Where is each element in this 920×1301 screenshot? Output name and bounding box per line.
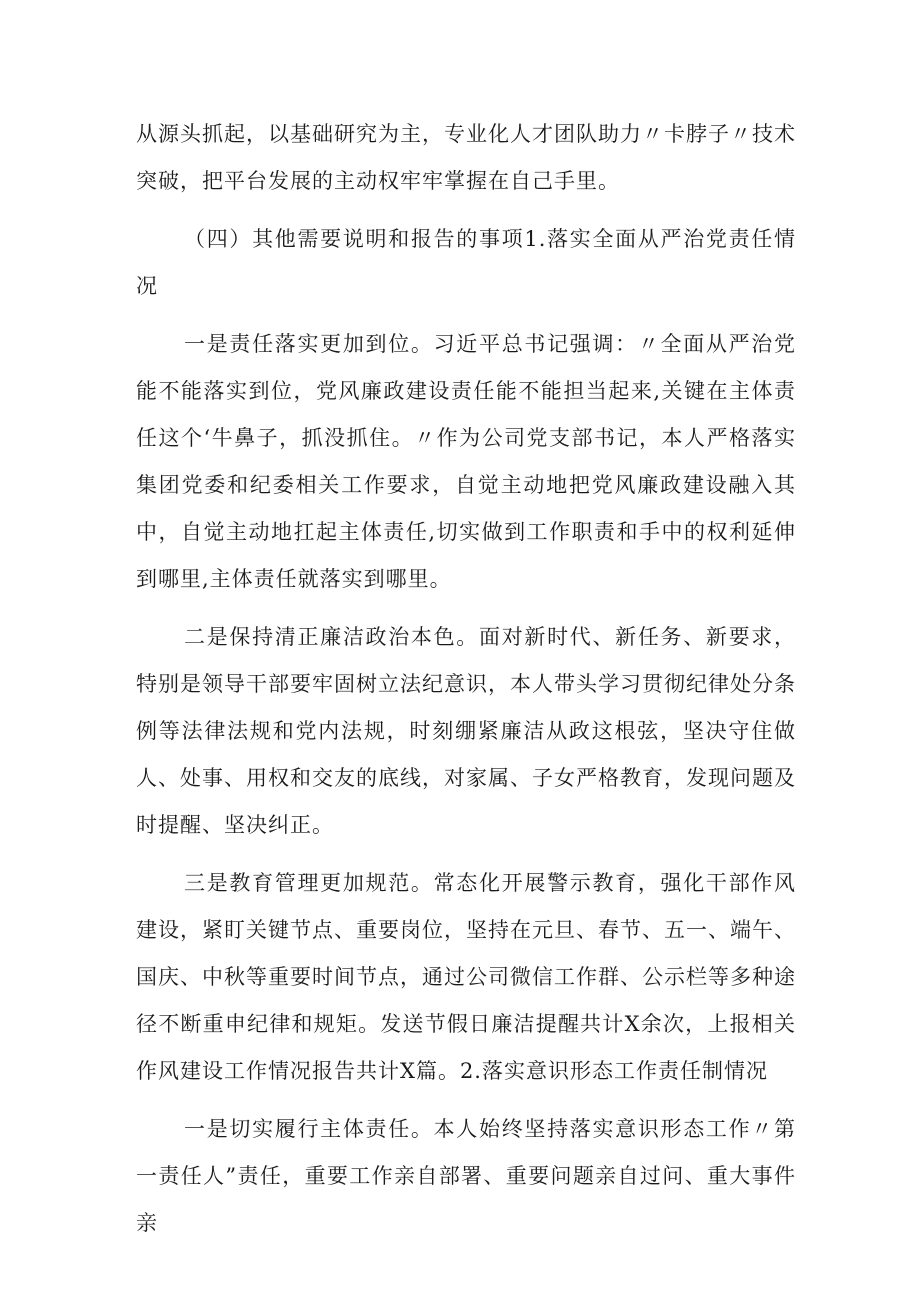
paragraph-integrity: 二是保持清正廉洁政治本色。面对新时代、新任务、新要求，特别是领导干部要牢固树立法纪意识，本人带头学习贯彻纪律处分条例等法律法规和党内法规，时刻绷紧廉洁从政这根弦，坚决守住做人、处事、用权和交友的底线，对家属、子女严格教育，发现问题及时提醒、坚决纠正。 (136, 625, 796, 837)
paragraph-ideology-responsibility: 一是切实履行主体责任。本人始终坚持落实意识形态工作〃第一责任人”责任，重要工作亲自部署、重要问题亲自过问、重大事件亲 (136, 1117, 796, 1235)
paragraph-responsibility: 一是责任落实更加到位。习近平总书记强调：〃全面从严治党能不能落实到位，党风廉政建设责任能不能担当起来,关键在主体责任这个‘牛鼻子，抓没抓住。〃作为公司党支部书记，本人严格落实集团党委和纪委相关工作要求，自觉主动地把党风廉政建设融入其中，自觉主动地扛起主体责任,切实做到工作职责和手中的权利延伸到哪里,主体责任就落实到哪里。 (136, 332, 796, 591)
paragraph-education-management: 三是教育管理更加规范。常态化开展警示教育，强化干部作风建设，紧盯关键节点、重要岗位，坚持在元旦、春节、五一、端午、国庆、中秋等重要时间节点，通过公司微信工作群、公示栏等多种途径不断重申纪律和规矩。发送节假日廉洁提醒共计X余次，上报相关作风建设工作情况报告共计X篇。2.落实意识形态工作责任制情况 (136, 871, 796, 1083)
document-body (136, 111, 796, 1258)
paragraph-section-four-heading: （四）其他需要说明和报告的事项1.落实全面从严治党责任情况 (136, 227, 796, 298)
paragraph-continuation: 从源头抓起，以基础研究为主，专业化人才团队助力〃卡脖子〃技术突破，把平台发展的主动权牢牢掌握在自己手里。 (136, 122, 796, 193)
